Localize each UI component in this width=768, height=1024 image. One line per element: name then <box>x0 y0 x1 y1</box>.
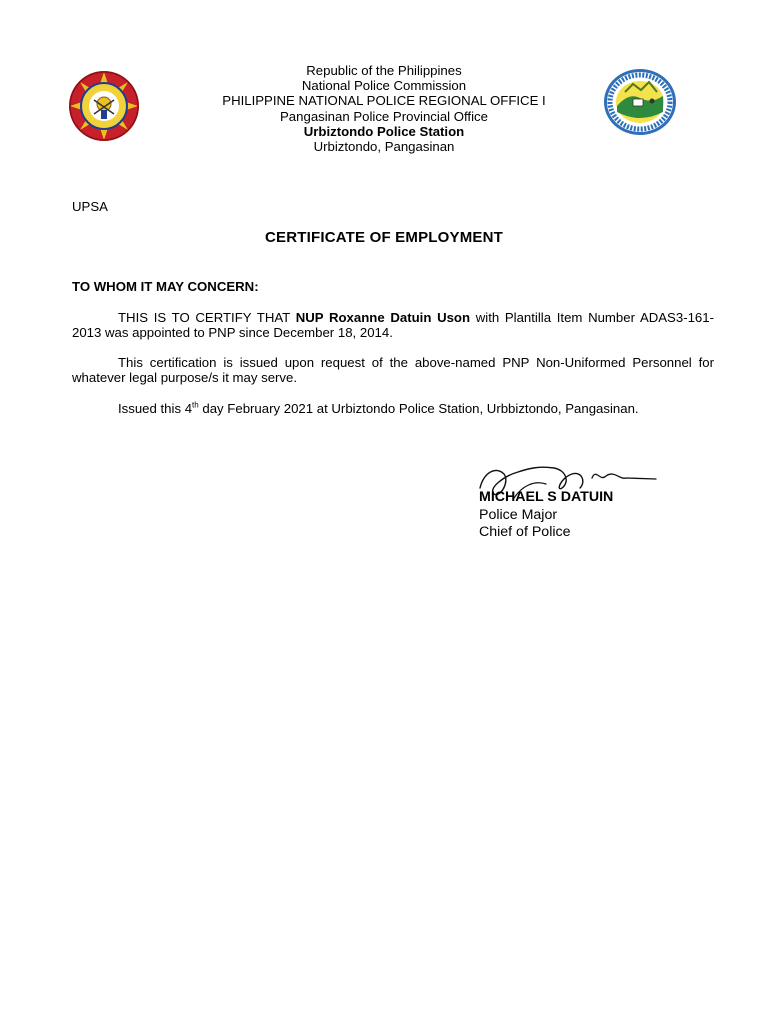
p3-suffix: day February 2021 at Urbiztondo Police Station, Urbbiztondo, Pangasinan. <box>198 401 639 416</box>
letterhead <box>140 63 628 154</box>
p1-prefix: THIS IS TO CERTIFY THAT <box>118 310 296 325</box>
signatory-position: Chief of Police <box>479 524 571 540</box>
certificate-title: CERTIFICATE OF EMPLOYMENT <box>264 229 504 246</box>
header-station: Urbiztondo Police Station <box>303 123 465 139</box>
header-provincial-office: Pangasinan Police Provincial Office <box>280 108 488 124</box>
signatory-block <box>479 489 613 542</box>
signatory-name: MICHAEL S DATUIN <box>479 489 614 505</box>
signatory-rank: Police Major <box>479 506 558 523</box>
employee-name: NUP Roxanne Datuin Uson <box>295 310 471 325</box>
p3-ordinal-suffix: th <box>192 400 199 410</box>
reference-code: UPSA <box>72 199 108 214</box>
header-napolcom: National Police Commission <box>301 78 467 94</box>
paragraph-purpose: This certification is issued upon request of the above-named PNP Non-Uniformed Personnel for whatever legal purpose/s it may serve. <box>72 355 714 386</box>
header-location: Urbiztondo, Pangasinan <box>313 139 455 155</box>
paragraph-issued <box>72 401 714 416</box>
p1-suffix: with Plantilla Item Number ADAS3-161-2013 was appointed to PNP since December 18, 2014. <box>72 310 714 341</box>
p3-prefix: Issued this 4 <box>118 401 193 416</box>
header-regional-office: PHILIPPINE NATIONAL POLICE REGIONAL OFFICE I <box>222 93 546 109</box>
pnp-seal-icon <box>68 70 140 142</box>
salutation: TO WHOM IT MAY CONCERN: <box>72 279 259 294</box>
paragraph-certification <box>72 310 714 341</box>
header-republic: Republic of the Philippines <box>306 63 462 78</box>
